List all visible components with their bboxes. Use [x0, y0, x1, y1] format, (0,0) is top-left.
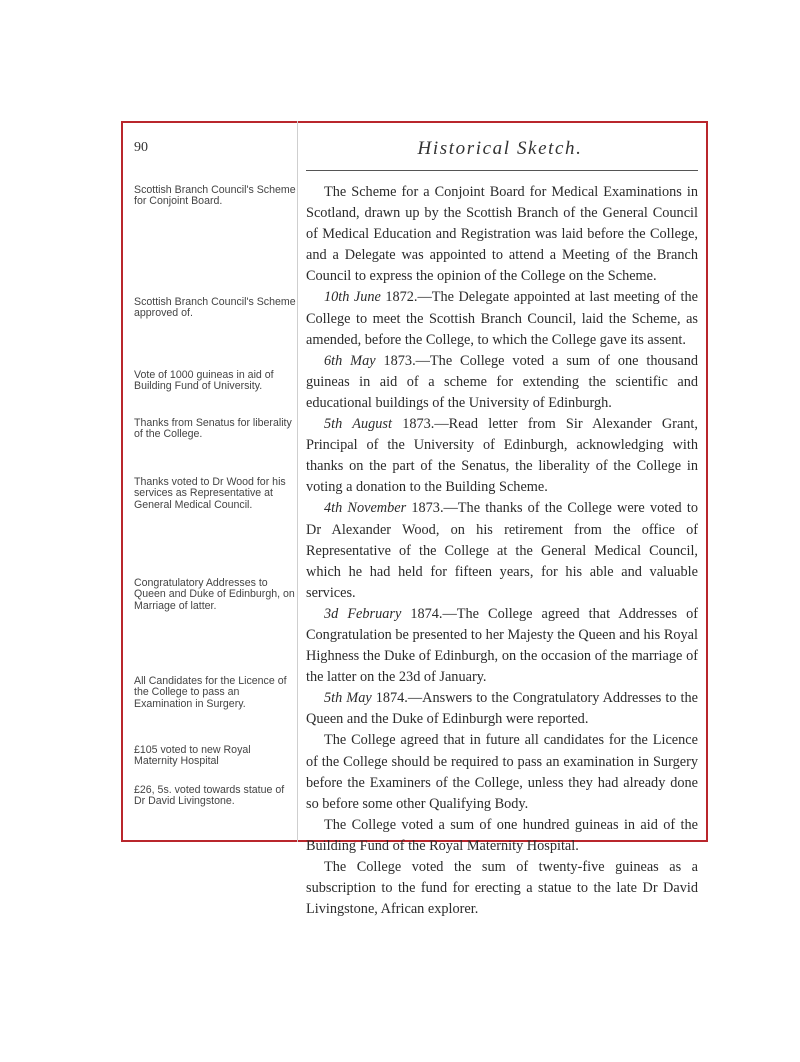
paragraph: The College voted a sum of one hundred guineas in aid of the Building Fund of the Royal Maternity Hospital. — [306, 816, 698, 854]
margin-note: Thanks voted to Dr Wood for his services as Representative at General Medical Council. — [134, 476, 286, 511]
margin-note: £26, 5s. voted towards statue of Dr David Livingstone. — [134, 784, 285, 808]
paragraph: The College voted the sum of twenty-five guineas as a subscription to the fund for erecting a statue to the late Dr David Livingstone, African explorer. — [306, 859, 698, 918]
margin-note: Thanks from Senatus for liberality of the College. — [134, 417, 292, 441]
paragraph: The College agreed that in future all candidates for the Licence of the College should be required to pass an examination in Surgery before the Examiners of the College, unless they had already done so before some other Qualifying Body. — [306, 732, 698, 812]
margin-divider — [297, 121, 298, 842]
paragraph: The Scheme for a Conjoint Board for Medical Examinations in Scotland, drawn up by the Scottish Branch of the General Council of Medical Education and Registration was laid before the College, and a Delegate was appointed to attend a Meeting of the Branch Council to express the opinion of the College on the Scheme. — [306, 184, 698, 285]
margin-note: Scottish Branch Council's Scheme for Conjoint Board. — [134, 184, 296, 208]
margin-note: Congratulatory Addresses to Queen and Duke of Edinburgh, on Marriage of latter. — [134, 577, 295, 612]
header-rule — [306, 170, 698, 171]
margin-note: Vote of 1000 guineas in aid of Building Fund of University. — [134, 369, 274, 393]
margin-note: All Candidates for the Licence of the College to pass an Examination in Surgery. — [134, 675, 287, 710]
paragraph: 5th May 1874.—Answers to the Congratulatory Addresses to the Queen and the Duke of Edinburgh were reported. — [306, 690, 698, 728]
body-text — [306, 182, 698, 920]
page-number: 90 — [134, 140, 148, 155]
paragraph: 3d February 1874.—The College agreed that Addresses of Congratulation be presented to her Majesty the Queen and his Royal Highness the Duke of Edinburgh, on the occasion of the marriage of the latter on the 23d of January. — [306, 605, 698, 686]
paragraph: 4th November 1873.—The thanks of the College were voted to Dr Alexander Wood, on his retirement from the office of Representative of the College at the General Medical Council, which he had held for fifteen years, for his able and valuable services. — [306, 500, 698, 601]
paragraph: 6th May 1873.—The College voted a sum of one thousand guineas in aid of a scheme for extending the scientific and educational buildings of the University of Edinburgh. — [306, 352, 699, 411]
margin-note: Scottish Branch Council's Scheme approved of. — [134, 296, 296, 320]
running-head: Historical Sketch. — [417, 138, 583, 159]
paragraph: 5th August 1873.—Read letter from Sir Alexander Grant, Principal of the University of Edinburgh, acknowledging with thanks on the part of the Senatus, the liberality of the College in voting a donation to the Building Scheme. — [306, 416, 698, 496]
margin-note: £105 voted to new Royal Maternity Hospital — [134, 744, 251, 768]
paragraph: 10th June 1872.—The Delegate appointed at last meeting of the College to meet the Scottish Branch Council, laid the Scheme, as amended, before the College, to which the College gave its assent. — [306, 289, 698, 348]
